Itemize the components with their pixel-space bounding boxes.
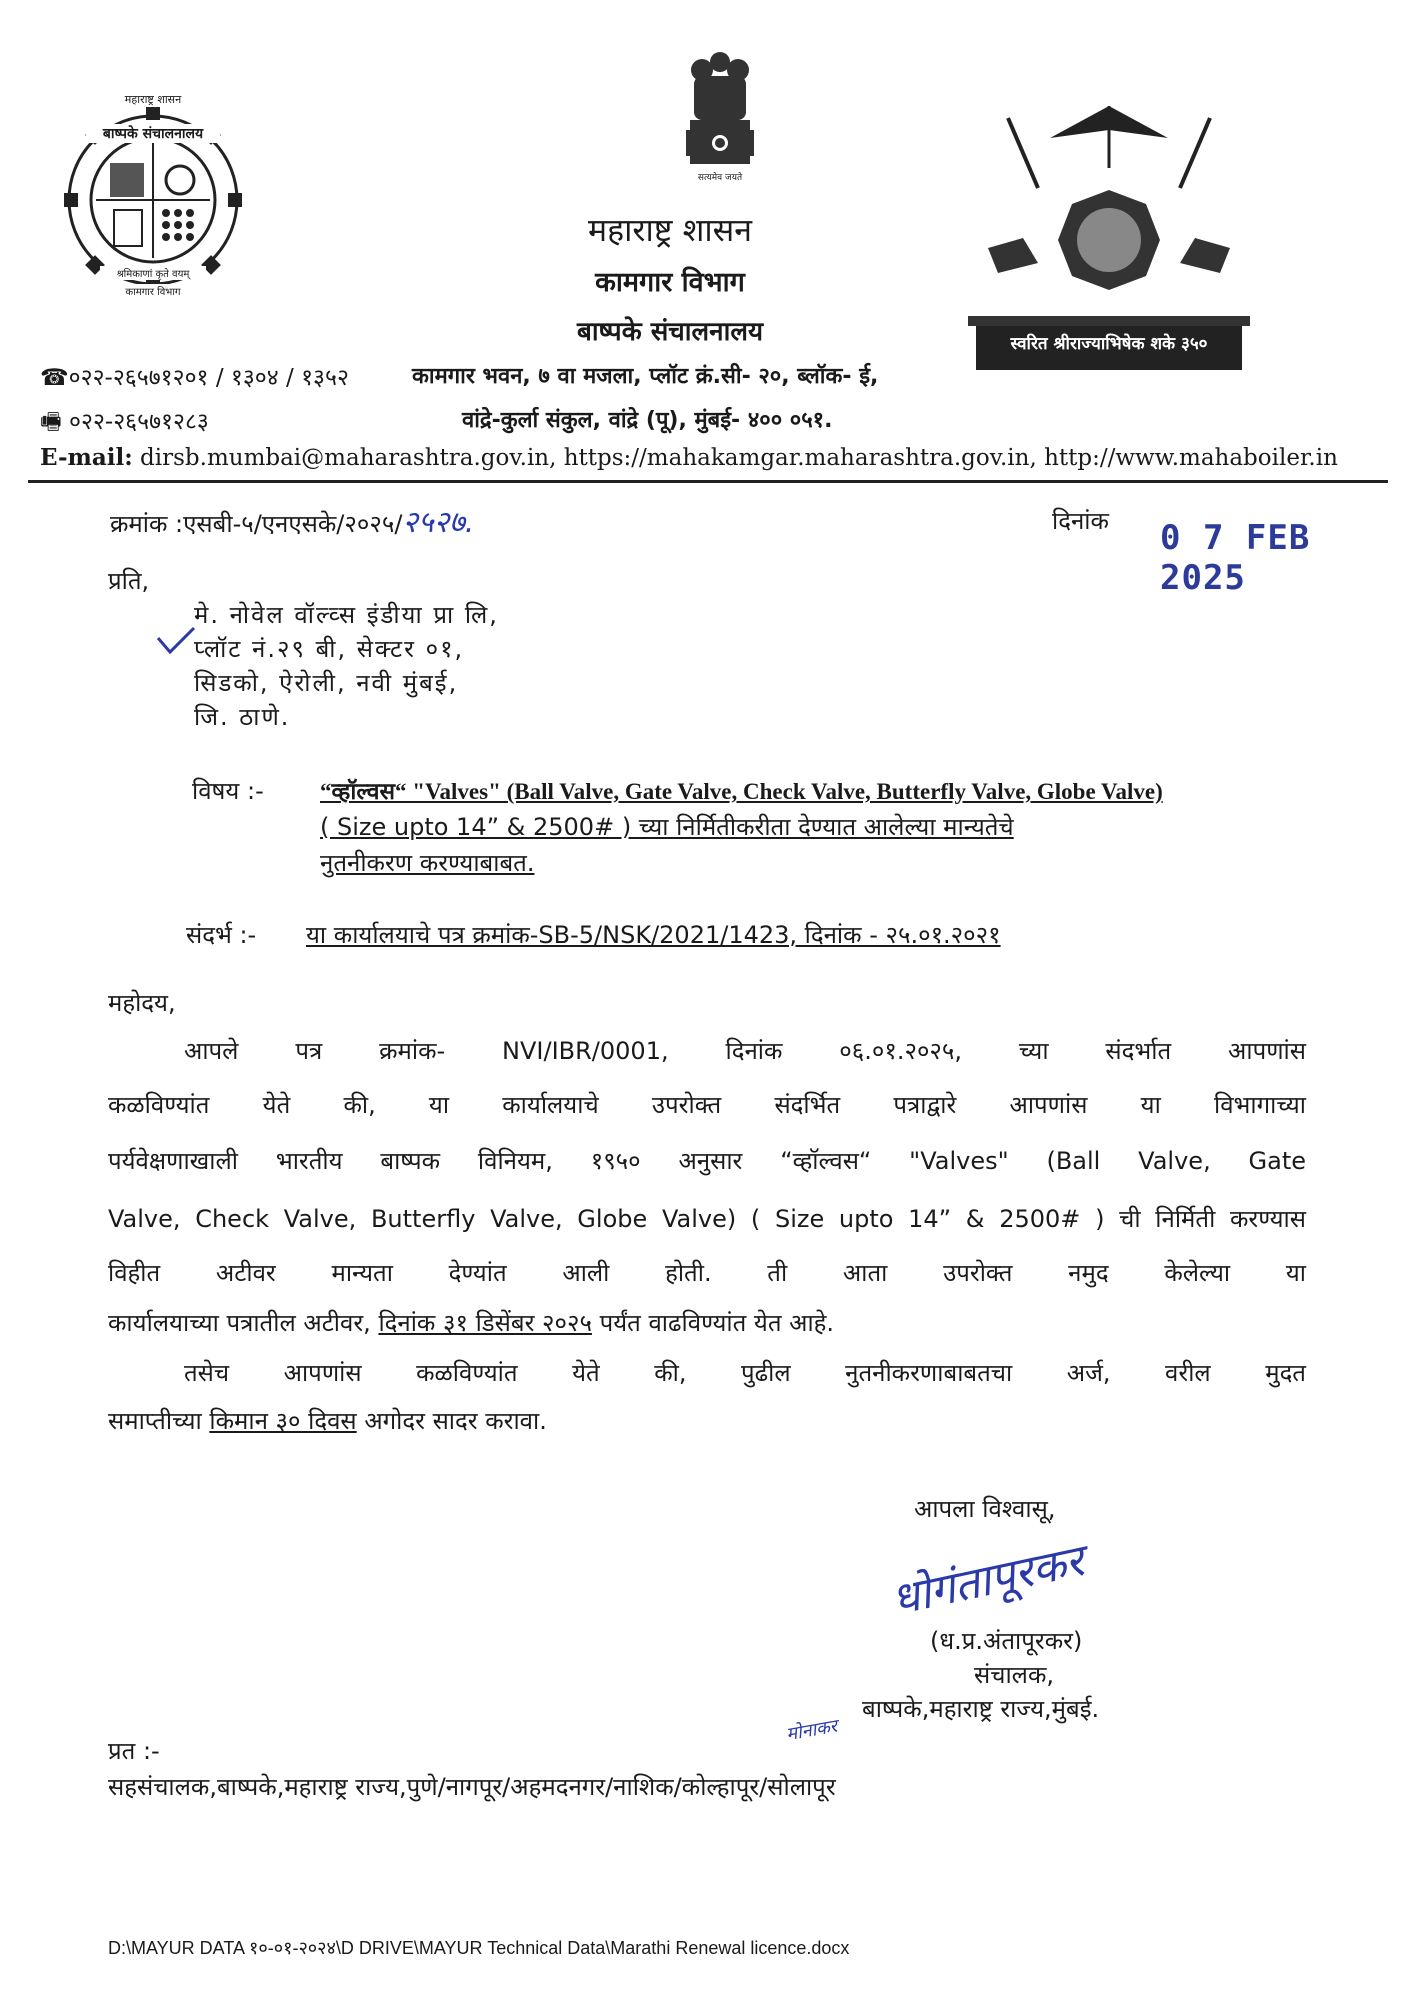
email-links: dirsb.mumbai@maharashtra.gov.in, https://mahakamgar.maharashtra.gov.in, http://www.mahaboiler.in [140,445,1338,471]
email-label: E-mail: [40,444,133,471]
directorate-name: बाष्पके संचालनालय [576,317,764,347]
body-line: विहीत अटीवर मान्यता देण्यांत आली होती. ती आता उपरोक्त नमुद केलेल्या या [108,1259,1306,1287]
left-logo-bottom-text: कामगार विभाग [108,284,198,298]
reference-number-label: क्रमांक :एसबी-५/एनएसके/२०२५/ [110,510,403,538]
signatory-title: संचालक, [974,1661,1055,1689]
minimum-days: किमान ३० दिवस [209,1407,357,1435]
right-logo-banner: स्वरित श्रीराज्याभिषेक शके ३५० [1010,334,1208,354]
body-line: कळविण्यांत येते की, या कार्यालयाचे उपरोक्त संदर्भित पत्राद्वारे आपणांस या विभागाच्या [108,1091,1306,1119]
phone-numbers: ०२२-२६५७१२०१ / १३०४ / १३५२ [68,365,349,391]
body-line: पर्यवेक्षणाखाली भारतीय बाष्पक विनियम, १९५० अनुसार “व्हॉल्वस“ "Valves" (Ball Valve, Gate [108,1147,1306,1175]
body-line: आपले पत्र क्रमांक- NVI/IBR/0001, दिनांक ०६.०१.२०२५, च्या संदर्भात आपणांस [184,1037,1306,1065]
copy-to: सहसंचालक,बाष्पके,महाराष्ट्र राज्य,पुणे/नागपूर/अहमदनगर/नाशिक/कोल्हापूर/सोलापूर [108,1773,836,1801]
addressee-line: जि. ठाणे. [194,703,291,731]
body-line: तसेच आपणांस कळविण्यांत येते की, पुढील नुतनीकरणाबाबतचा अर्ज, वरील मुदत [184,1359,1306,1387]
body-text: कार्यालयाच्या पत्रातील अटीवर, [108,1309,371,1337]
boiler-directorate-logo [58,88,248,313]
body-line [108,1404,1306,1437]
department-name: कामगार विभाग [595,267,745,298]
subject-line-3: नुतनीकरण करण्याबाबत. [320,849,535,877]
coronation-logo [968,98,1250,370]
government-title: महाराष्ट्र शासन [587,211,753,249]
reference-text: या कार्यालयाचे पत्र क्रमांक-SB-5/NSK/2021/1423, दिनांक - २५.०१.२०२१ [306,921,1001,949]
to-label: प्रति, [108,567,150,595]
address-line-2: वांद्रे-कुर्ला संकुल, वांद्रे (पू), मुंबई- ४०० ०५१. [462,408,833,433]
fax-number: ०२२-२६५७१२८३ [69,409,209,435]
date-stamp: 0 7 FEB 2025 [1160,518,1311,598]
closing: आपला विश्वासू, [914,1495,1056,1523]
address-line-1: कामगार भवन, ७ वा मजला, प्लॉट क्रं.सी- २०, ब्लॉक- ई, [412,364,879,389]
phone-line [40,360,349,392]
email-line [40,444,1338,471]
reference-label: संदर्भ :- [186,921,257,949]
validity-date: दिनांक ३१ डिसेंबर २०२५ [378,1309,592,1337]
left-logo-motto: श्रमिकाणां कृते वयम् [100,266,206,280]
emblem-caption: सत्यमेव जयते [697,173,743,183]
signature: धोगंतापूरकर [887,1535,1089,1626]
copy-label: प्रत :- [108,1737,160,1765]
addressee-line: सिडको, ऐरोली, नवी मुंबई, [194,669,459,697]
tick-mark [156,626,196,660]
addressee-line: मे. नोवेल वॉल्व्स इंडीया प्रा लि, [194,601,499,629]
phone-icon: ☎ [40,365,69,391]
subject-line-2: ( Size upto 14” & 2500# ) च्या निर्मितीकरीता देण्यात आलेल्या मान्यतेचे [320,813,1014,841]
reference-number [110,500,474,541]
fax-icon: 🖷 [40,409,62,435]
left-logo-ring-text: बाष्पके संचालनालय [86,124,220,143]
date-label: दिनांक [1052,507,1109,535]
signatory-office: बाष्पके,महाराष्ट्र राज्य,मुंबई. [862,1695,1100,1723]
header-divider [28,480,1388,483]
subject-line-1: “व्हॉल्वस“ "Valves" (Ball Valve, Gate Valve, Check Valve, Butterfly Valve, Globe Valve) [320,779,1163,804]
addressee-line: प्लॉट नं.२९ बी, सेक्टर ०१, [194,635,465,663]
fax-line [40,404,209,444]
subject-label: विषय :- [192,777,264,805]
signatory-name: (ध.प्र.अंतापूरकर) [930,1627,1083,1655]
body-line [108,1306,1306,1339]
body-text: समाप्तीच्या [108,1407,202,1435]
salutation: महोदय, [108,989,176,1017]
left-logo-top-text: महाराष्ट्र शासन [106,92,200,107]
body-line: Valve, Check Valve, Butterfly Valve, Globe Valve) ( Size upto 14” & 2500# ) ची निर्मिती करण्यास [108,1205,1306,1233]
body-text: अगोदर सादर करावा. [364,1407,547,1435]
national-emblem [680,48,760,186]
file-path: D:\MAYUR DATA १०-०१-२०२४\D DRIVE\MAYUR Technical Data\Marathi Renewal licence.docx [108,1938,850,1958]
initials: मोनाकर [784,1715,839,1746]
body-text: पर्यंत वाढविण्यांत येत आहे. [599,1309,835,1337]
reference-number-handwritten: २५२७. [402,505,475,540]
